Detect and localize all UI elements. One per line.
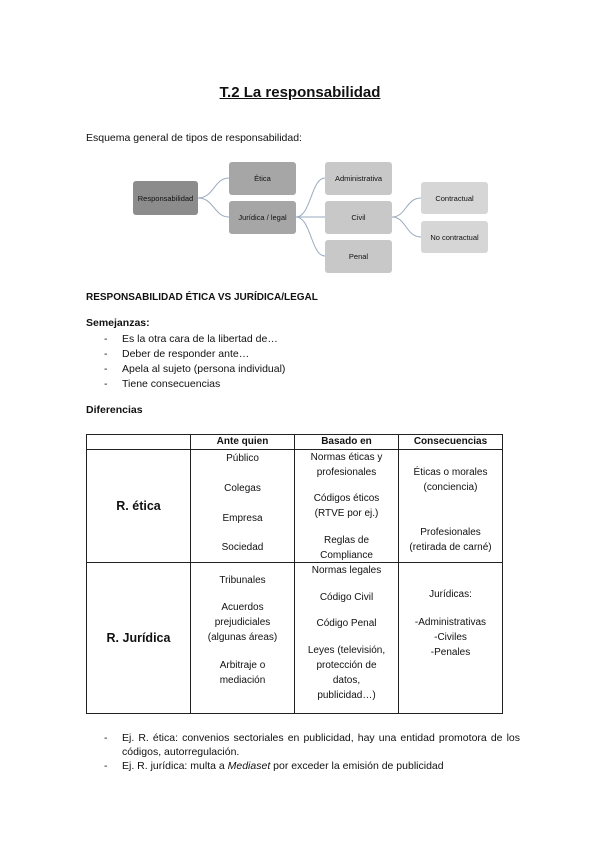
table-header-ante-quien: Ante quien bbox=[191, 435, 295, 450]
diferencias-heading: Diferencias bbox=[86, 404, 143, 416]
cell-line: (conciencia) bbox=[423, 482, 478, 493]
table-header-row bbox=[87, 435, 503, 450]
cell-line: Normas éticas y bbox=[310, 452, 383, 463]
cell-juridica-ante-quien bbox=[191, 563, 295, 714]
cell-line: Éticas o morales bbox=[413, 467, 488, 478]
cell-juridica-basado-en bbox=[295, 563, 399, 714]
cell-line: Empresa bbox=[222, 513, 263, 524]
node-civil: Civil bbox=[325, 201, 392, 234]
cell-line: datos, bbox=[332, 675, 361, 686]
cell-line: Tribunales bbox=[219, 575, 266, 586]
cell-line: (retirada de carné) bbox=[409, 542, 492, 553]
cell-etica-ante-quien bbox=[191, 450, 295, 563]
cell-line: profesionales bbox=[316, 467, 377, 478]
note-text: Ej. R. jurídica: multa a bbox=[122, 760, 228, 772]
cell-line: mediación bbox=[219, 675, 266, 686]
connector-civil-nocontractual bbox=[392, 217, 421, 237]
cell-juridica-consecuencias bbox=[399, 563, 503, 714]
table-header-empty bbox=[87, 435, 191, 450]
cell-line: Compliance bbox=[320, 550, 373, 561]
cell-line: Código Civil bbox=[319, 592, 374, 603]
cell-etica-consecuencias bbox=[399, 450, 503, 563]
row-label-etica: R. ética bbox=[87, 450, 191, 563]
list-item: - Tiene consecuencias bbox=[100, 377, 285, 392]
cell-line: prejudiciales bbox=[214, 617, 271, 628]
cell-line: Público bbox=[226, 453, 259, 464]
semejanzas-heading: Semejanzas: bbox=[86, 317, 150, 329]
cell-line: Profesionales bbox=[420, 527, 481, 538]
cell-line: publicidad…) bbox=[317, 690, 376, 701]
page-title: T.2 La responsabilidad bbox=[219, 84, 381, 101]
examples-list bbox=[100, 731, 520, 773]
cell-line: Código Penal bbox=[316, 618, 377, 629]
node-responsabilidad: Responsabilidad bbox=[133, 181, 198, 215]
cell-line: -Civiles bbox=[434, 632, 467, 643]
node-administrativa: Administrativa bbox=[325, 162, 392, 195]
table-header-basado-en: Basado en bbox=[295, 435, 399, 450]
intro-text: Esquema general de tipos de responsabilidad: bbox=[86, 132, 302, 144]
table-row bbox=[87, 450, 503, 563]
cell-line: Arbitraje o bbox=[219, 660, 266, 671]
cell-line: (RTVE por ej.) bbox=[314, 508, 379, 519]
cell-line: Leyes (televisión, bbox=[307, 645, 386, 656]
connector-juridica-penal bbox=[296, 217, 325, 256]
cell-line: Sociedad bbox=[221, 542, 264, 553]
list-item: - Apela al sujeto (persona individual) bbox=[100, 362, 285, 377]
cell-line: Colegas bbox=[224, 483, 261, 494]
row-label-juridica: R. Jurídica bbox=[87, 563, 191, 714]
cell-line: protección de bbox=[316, 660, 377, 671]
connector-juridica-administrativa bbox=[296, 178, 325, 217]
cell-line: (algunas áreas) bbox=[207, 632, 278, 643]
cell-line: Jurídicas: bbox=[429, 589, 472, 600]
connector-root-juridica bbox=[198, 198, 229, 217]
table-row bbox=[87, 563, 503, 714]
cell-line: Reglas de bbox=[323, 535, 370, 546]
list-item: - Ej. R. ética: convenios sectoriales en publicidad, hay una entidad promotora de los códigos, autorregulación. bbox=[100, 731, 520, 759]
cell-line: Códigos éticos bbox=[313, 493, 380, 504]
cell-line: Normas legales bbox=[311, 565, 382, 576]
cell-line: -Penales bbox=[430, 647, 471, 658]
table-header-consecuencias: Consecuencias bbox=[399, 435, 503, 450]
node-penal: Penal bbox=[325, 240, 392, 273]
cell-line: -Administrativas bbox=[414, 617, 487, 628]
note-italic-text: Mediaset bbox=[227, 760, 271, 772]
section-heading: RESPONSABILIDAD ÉTICA VS JURÍDICA/LEGAL bbox=[86, 292, 318, 303]
node-contractual: Contractual bbox=[421, 182, 488, 214]
list-item: - Deber de responder ante… bbox=[100, 347, 285, 362]
node-etica: Ética bbox=[229, 162, 296, 195]
node-no-contractual: No contractual bbox=[421, 221, 488, 253]
list-item bbox=[100, 759, 520, 773]
connector-root-etica bbox=[198, 178, 229, 198]
cell-line: Acuerdos bbox=[221, 602, 264, 613]
cell-etica-basado-en bbox=[295, 450, 399, 563]
note-text: por exceder la emisión de publicidad bbox=[270, 760, 444, 772]
semejanzas-list bbox=[100, 332, 285, 392]
node-juridica: Jurídica / legal bbox=[229, 201, 296, 234]
list-item: - Es la otra cara de la libertad de… bbox=[100, 332, 285, 347]
responsibility-diagram bbox=[0, 0, 600, 300]
connector-civil-contractual bbox=[392, 198, 421, 217]
differences-table bbox=[86, 434, 503, 714]
